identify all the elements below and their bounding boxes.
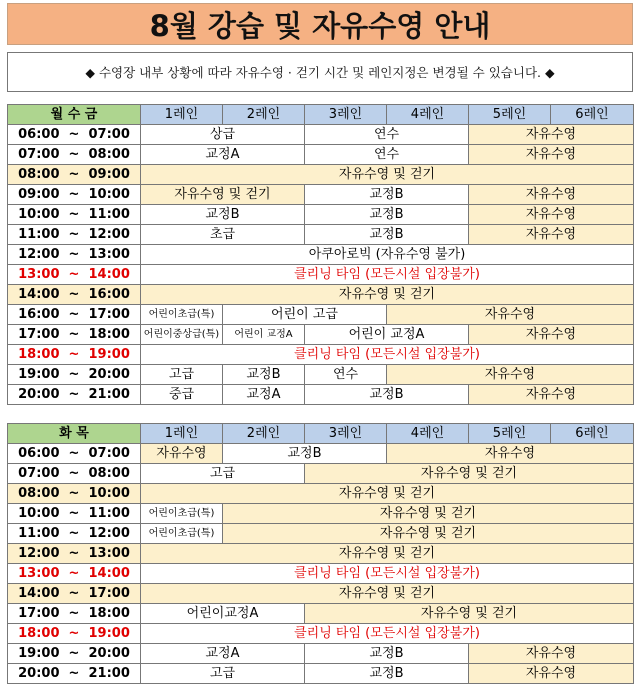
time-slot: 06:00 ~ 07:00 xyxy=(8,125,141,145)
program-cell: 자유수영 및 걷기 xyxy=(305,604,634,624)
program-cell: 어린이초급(특) xyxy=(141,305,223,325)
lane-header: 6레인 xyxy=(551,424,634,444)
time-slot: 07:00 ~ 08:00 xyxy=(8,464,141,484)
time-slot: 10:00 ~ 11:00 xyxy=(8,205,141,225)
schedule-row xyxy=(8,584,634,604)
schedule-row xyxy=(8,544,634,564)
time-slot: 20:00 ~ 21:00 xyxy=(8,664,141,684)
time-slot: 11:00 ~ 12:00 xyxy=(8,524,141,544)
program-cell: 어린이 고급 xyxy=(223,305,387,325)
program-cell: 자유수영 및 걷기 xyxy=(223,504,634,524)
time-slot: 17:00 ~ 18:00 xyxy=(8,325,141,345)
time-slot: 13:00 ~ 14:00 xyxy=(8,265,141,285)
lane-header: 4레인 xyxy=(387,424,469,444)
schedule-row xyxy=(8,564,634,584)
notice-banner: ◆ 수영장 내부 상황에 따라 자유수영 · 걷기 시간 및 레인지정은 변경될 수 있습니다. ◆ xyxy=(7,52,633,92)
program-cell: 고급 xyxy=(141,365,223,385)
lane-header: 1레인 xyxy=(141,105,223,125)
program-cell: 자유수영 xyxy=(469,205,634,225)
lane-header: 6레인 xyxy=(551,105,634,125)
program-cell: 어린이 교정A xyxy=(305,325,469,345)
schedule-row xyxy=(8,245,634,265)
time-slot: 11:00 ~ 12:00 xyxy=(8,225,141,245)
schedule-row xyxy=(8,644,634,664)
program-cell: 자유수영 및 걷기 xyxy=(305,464,634,484)
program-cell: 교정B xyxy=(305,185,469,205)
program-cell: 자유수영 xyxy=(469,125,634,145)
time-slot: 16:00 ~ 17:00 xyxy=(8,305,141,325)
program-cell: 초급 xyxy=(141,225,305,245)
program-cell: 어린이교정A xyxy=(141,604,305,624)
program-cell: 자유수영 xyxy=(387,305,634,325)
time-slot: 18:00 ~ 19:00 xyxy=(8,345,141,365)
schedule-row xyxy=(8,504,634,524)
program-cell: 어린이중상급(특) xyxy=(141,325,223,345)
lane-header: 3레인 xyxy=(305,424,387,444)
schedule-row xyxy=(8,345,634,365)
lane-header: 5레인 xyxy=(469,424,551,444)
time-slot: 08:00 ~ 10:00 xyxy=(8,484,141,504)
program-cell: 자유수영 및 걷기 xyxy=(141,584,634,604)
time-slot: 09:00 ~ 10:00 xyxy=(8,185,141,205)
schedule-row xyxy=(8,604,634,624)
time-slot: 08:00 ~ 09:00 xyxy=(8,165,141,185)
program-cell: 연수 xyxy=(305,125,469,145)
time-slot: 17:00 ~ 18:00 xyxy=(8,604,141,624)
program-cell: 자유수영 xyxy=(387,365,634,385)
program-cell: 고급 xyxy=(141,664,305,684)
program-cell: 교정B xyxy=(223,444,387,464)
time-slot: 14:00 ~ 17:00 xyxy=(8,584,141,604)
time-slot: 10:00 ~ 11:00 xyxy=(8,504,141,524)
lane-header: 2레인 xyxy=(223,424,305,444)
program-cell: 자유수영 xyxy=(469,325,634,345)
program-cell: 교정B xyxy=(223,365,305,385)
schedule-row xyxy=(8,205,634,225)
schedule-row xyxy=(8,385,634,405)
schedule-row xyxy=(8,185,634,205)
program-cell: 자유수영 xyxy=(141,444,223,464)
day-label: 월 수 금 xyxy=(8,105,141,125)
schedule-table-mwf xyxy=(7,104,634,405)
program-cell: 교정B xyxy=(305,664,469,684)
schedule-row xyxy=(8,444,634,464)
schedule-row xyxy=(8,305,634,325)
time-slot: 06:00 ~ 07:00 xyxy=(8,444,141,464)
program-cell: 중급 xyxy=(141,385,223,405)
schedule-row xyxy=(8,524,634,544)
lane-header: 4레인 xyxy=(387,105,469,125)
time-slot: 19:00 ~ 20:00 xyxy=(8,365,141,385)
page-title: 8월 강습 및 자유수영 안내 xyxy=(7,3,633,45)
program-cell: 자유수영 및 걷기 xyxy=(141,185,305,205)
program-cell: 자유수영 xyxy=(469,145,634,165)
schedule-row xyxy=(8,664,634,684)
lane-header-row xyxy=(8,424,634,444)
time-slot: 13:00 ~ 14:00 xyxy=(8,564,141,584)
time-slot: 07:00 ~ 08:00 xyxy=(8,145,141,165)
program-cell: 교정B xyxy=(141,205,305,225)
program-cell: 자유수영 및 걷기 xyxy=(141,544,634,564)
cleaning-time-cell: 클리닝 타임 (모든시설 입장불가) xyxy=(141,265,634,285)
time-slot: 14:00 ~ 16:00 xyxy=(8,285,141,305)
schedule-table-tt xyxy=(7,423,634,684)
program-cell: 상급 xyxy=(141,125,305,145)
program-cell: 자유수영 xyxy=(469,385,634,405)
lane-header: 2레인 xyxy=(223,105,305,125)
time-slot: 12:00 ~ 13:00 xyxy=(8,544,141,564)
time-slot: 18:00 ~ 19:00 xyxy=(8,624,141,644)
schedule-row xyxy=(8,165,634,185)
lane-header: 5레인 xyxy=(469,105,551,125)
program-cell: 어린이 교정A xyxy=(223,325,305,345)
schedule-row xyxy=(8,225,634,245)
program-cell: 자유수영 및 걷기 xyxy=(223,524,634,544)
schedule-row xyxy=(8,365,634,385)
schedule-row xyxy=(8,145,634,165)
day-label: 화 목 xyxy=(8,424,141,444)
cleaning-time-cell: 클리닝 타임 (모든시설 입장불가) xyxy=(141,345,634,365)
program-cell: 자유수영 xyxy=(387,444,634,464)
program-cell: 교정B xyxy=(305,385,469,405)
program-cell: 자유수영 xyxy=(469,185,634,205)
time-slot: 20:00 ~ 21:00 xyxy=(8,385,141,405)
schedule-row xyxy=(8,464,634,484)
schedule-row xyxy=(8,125,634,145)
schedule-row xyxy=(8,484,634,504)
program-cell: 아쿠아로빅 (자유수영 불가) xyxy=(141,245,634,265)
schedule-row xyxy=(8,325,634,345)
program-cell: 연수 xyxy=(305,145,469,165)
program-cell: 교정B xyxy=(305,205,469,225)
time-slot: 19:00 ~ 20:00 xyxy=(8,644,141,664)
time-slot: 12:00 ~ 13:00 xyxy=(8,245,141,265)
program-cell: 자유수영 및 걷기 xyxy=(141,285,634,305)
lane-header-row xyxy=(8,105,634,125)
cleaning-time-cell: 클리닝 타임 (모든시설 입장불가) xyxy=(141,564,634,584)
lane-header: 1레인 xyxy=(141,424,223,444)
program-cell: 자유수영 및 걷기 xyxy=(141,484,634,504)
program-cell: 고급 xyxy=(141,464,305,484)
schedule-row xyxy=(8,285,634,305)
schedule-row xyxy=(8,265,634,285)
schedule-row xyxy=(8,624,634,644)
cleaning-time-cell: 클리닝 타임 (모든시설 입장불가) xyxy=(141,624,634,644)
program-cell: 교정A xyxy=(223,385,305,405)
program-cell: 교정A xyxy=(141,644,305,664)
program-cell: 연수 xyxy=(305,365,387,385)
program-cell: 교정B xyxy=(305,644,469,664)
program-cell: 자유수영 xyxy=(469,225,634,245)
program-cell: 자유수영 xyxy=(469,644,634,664)
program-cell: 자유수영 및 걷기 xyxy=(141,165,634,185)
program-cell: 어린이초급(특) xyxy=(141,504,223,524)
program-cell: 어린이초급(특) xyxy=(141,524,223,544)
program-cell: 교정B xyxy=(305,225,469,245)
program-cell: 교정A xyxy=(141,145,305,165)
lane-header: 3레인 xyxy=(305,105,387,125)
program-cell: 자유수영 xyxy=(469,664,634,684)
